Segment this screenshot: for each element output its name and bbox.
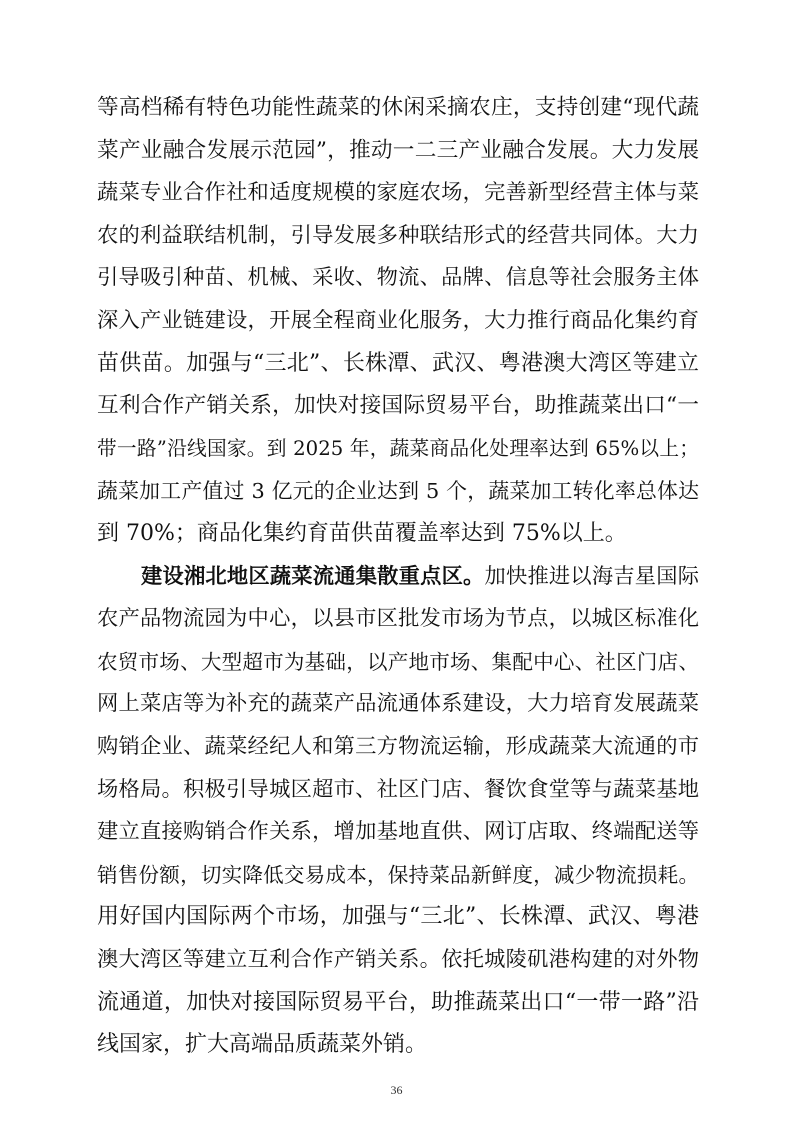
paragraph-line: 销售份额，切实降低交易成本，保持菜品新鲜度，减少物流损耗。	[97, 862, 699, 887]
paragraph-line: 带一路”沿线国家。到 2025 年，蔬菜商品化处理率达到 65%以上；	[97, 436, 699, 460]
paragraph-line: 建立直接购销合作关系，增加基地直供、网订店取、终端配送等	[97, 819, 699, 845]
paragraph-line: 农产品物流园为中心，以县市区批发市场为节点，以城区标准化	[97, 606, 699, 632]
paragraph-line: 菜产业融合发展示范园”，推动一二三产业融合发展。大力发展	[97, 137, 699, 163]
paragraph-line: 苗供苗。加强与“三北”、长株潭、武汉、粤港澳大湾区等建立	[97, 350, 699, 376]
paragraph-line: 引导吸引种苗、机械、采收、物流、品牌、信息等社会服务主体	[97, 265, 699, 291]
paragraph-line: 蔬菜加工产值过 3 亿元的企业达到 5 个，蔬菜加工转化率总体达	[97, 479, 699, 504]
paragraph-line: 到 70%；商品化集约育苗供苗覆盖率达到 75%以上。	[97, 521, 627, 546]
paragraph-line: 深入产业链建设，开展全程商业化服务，大力推行商品化集约育	[97, 308, 699, 333]
paragraph-text: 加快推进以海吉星国际	[484, 563, 699, 589]
paragraph-line: 互利合作产销关系，加快对接国际贸易平台，助推蔬菜出口“一	[97, 393, 699, 419]
paragraph-line: 购销企业、蔬菜经纪人和第三方物流运输，形成蔬菜大流通的市	[97, 734, 699, 759]
paragraph-first-line	[141, 557, 699, 597]
paragraph-line: 蔬菜专业合作社和适度规模的家庭农场，完善新型经营主体与菜	[97, 180, 699, 206]
paragraph-line: 流通道，加快对接国际贸易平台，助推蔬菜出口“一带一路”沿	[97, 989, 699, 1015]
page-number: 36	[390, 1082, 403, 1097]
paragraph-line: 等高档稀有特色功能性蔬菜的休闲采摘农庄，支持创建“现代蔬	[97, 95, 699, 120]
section-heading: 建设湘北地区蔬菜流通集散重点区。	[141, 563, 485, 589]
paragraph-line: 网上菜店等为补充的蔬菜产品流通体系建设，大力培育发展蔬菜	[97, 691, 699, 717]
paragraph-line: 用好国内国际两个市场，加强与“三北”、长株潭、武汉、粤港	[97, 904, 699, 930]
paragraph-line: 场格局。积极引导城区超市、社区门店、餐饮食堂等与蔬菜基地	[97, 776, 699, 802]
paragraph-line: 农贸市场、大型超市为基础，以产地市场、集配中心、社区门店、	[97, 649, 699, 674]
paragraph-line: 澳大湾区等建立互利合作产销关系。依托城陵矶港构建的对外物	[97, 947, 699, 972]
paragraph-line: 线国家，扩大高端品质蔬菜外销。	[97, 1032, 428, 1058]
paragraph-line: 农的利益联结机制，引导发展多种联结形式的经营共同体。大力	[97, 222, 699, 248]
